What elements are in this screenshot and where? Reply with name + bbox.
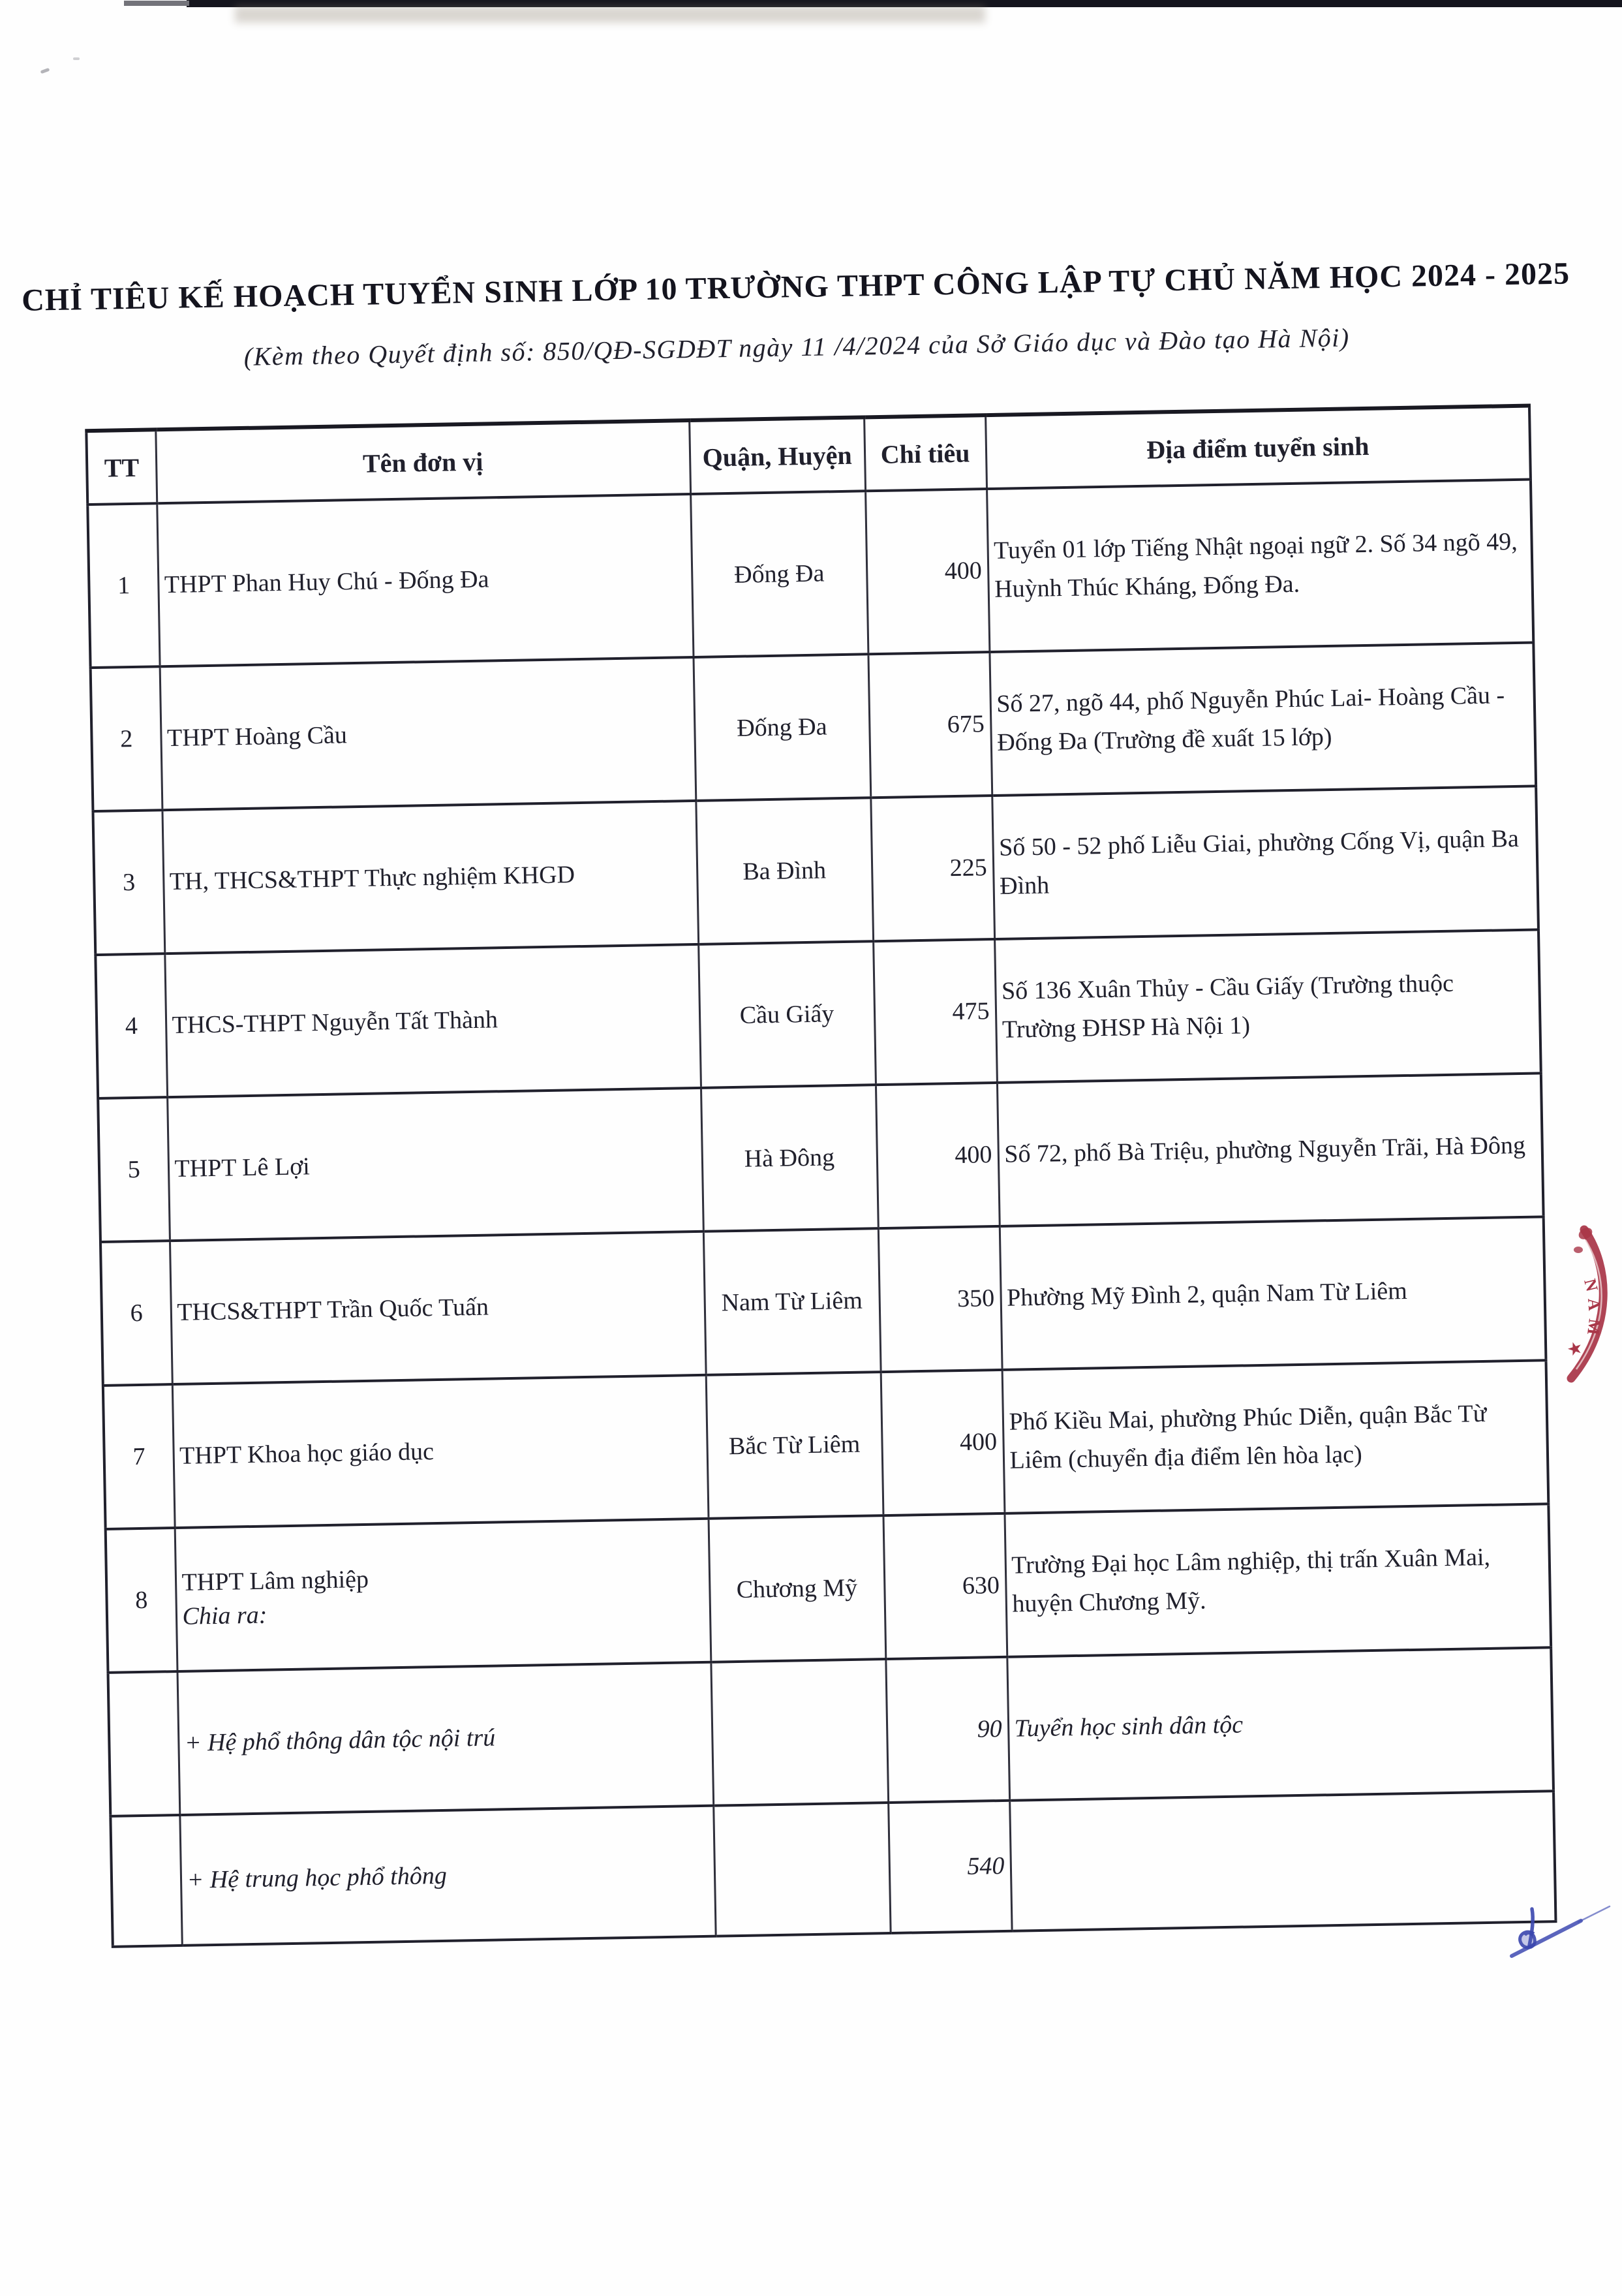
district-cell: Đống Đa [690,491,868,657]
row-index-cell: 3 [93,810,164,955]
table-row [98,1073,1544,1242]
scan-edge-artifact-left [124,1,189,6]
table-row [106,1504,1552,1673]
stamp-ink-blob [1574,1247,1583,1253]
quota-cell: 90 [885,1657,1009,1803]
col-header-quan-huyen: Quận, Huyện [689,417,865,494]
quota-cell: 675 [868,652,992,798]
col-header-tt: TT [86,429,157,504]
row-index-cell [108,1671,179,1816]
school-name: TH, THCS&THPT Thực nghiệm KHGD [169,861,575,896]
row-index-cell [110,1815,181,1947]
school-name: + Hệ trung học phổ thông [187,1861,448,1894]
school-name: THCS-THPT Nguyễn Tất Thành [172,1006,498,1040]
school-name: THPT Hoàng Cầu [166,721,348,752]
document-title: CHỈ TIÊU KẾ HOẠCH TUYỂN SINH LỚP 10 TRƯỜNG THPT CÔNG LẬP TỰ CHỦ NĂM HỌC 2024 - 2025 [21,256,1570,318]
district-cell: Chương Mỹ [709,1515,886,1662]
address-cell: Tuyển học sinh dân tộc [1007,1647,1553,1801]
district-cell: Hà Đông [701,1085,878,1232]
quota-cell: 225 [870,796,994,941]
enrollment-quota-table [85,404,1557,1948]
district-cell: Bắc Từ Liêm [706,1372,883,1519]
stamp-text-letter-m: M [1584,1318,1604,1337]
col-header-ten-don-vi: Tên đơn vị [155,420,690,503]
official-stamp [1552,1213,1622,1395]
district-cell: Nam Từ Liêm [703,1228,881,1375]
row-index-cell: 6 [100,1241,172,1386]
row-index-cell: 8 [106,1528,177,1673]
address-cell: Phố Kiều Mai, phường Phúc Diễn, quận Bắc Từ Liêm (chuyển địa điểm lên hòa lạc) [1002,1360,1549,1513]
school-name-cell [175,1519,711,1671]
table-row [93,786,1538,955]
district-cell: Đống Đa [693,654,870,801]
address-cell: Số 50 - 52 phố Liễu Giai, phường Cống Vị, quận Ba Đình [992,786,1538,939]
school-name-cell [164,944,701,1097]
quota-cell: 400 [881,1370,1005,1515]
quota-cell: 540 [888,1801,1011,1933]
document-subtitle: (Kèm theo Quyết định số: 850/QĐ-SGDĐT ngày 11 /4/2024 của Sở Giáo dục và Đào tạo Hà Nội) [243,322,1350,371]
school-name-cell [170,1232,706,1384]
table-row [108,1647,1553,1816]
school-name-cell [177,1662,713,1815]
school-name-cell [157,494,693,666]
row-index-cell: 2 [91,666,162,811]
school-subname: Chia ra: [182,1601,268,1630]
school-name: THCS&THPT Trần Quốc Tuấn [177,1293,489,1326]
quota-cell: 475 [873,939,997,1085]
district-cell [711,1659,888,1806]
col-header-dia-diem: Địa điểm tuyển sinh [985,406,1531,489]
pen-scribble [1471,1883,1615,1974]
quota-cell: 630 [883,1513,1007,1659]
quota-cell: 350 [878,1226,1002,1372]
address-cell: Số 72, phố Bà Triệu, phường Nguyễn Trãi, Hà Đông [997,1073,1544,1226]
row-index-cell: 4 [95,954,167,1098]
address-cell: Tuyển 01 lớp Tiếng Nhật ngoại ngữ 2. Số 34 ngõ 49, Huỳnh Thúc Kháng, Đống Đa. [987,480,1533,653]
school-name-cell [162,801,698,954]
school-name: THPT Lâm nghiệp [181,1565,369,1596]
address-cell: Phường Mỹ Đình 2, quận Nam Từ Liêm [1000,1217,1546,1370]
col-header-chi-tieu: Chỉ tiêu [864,415,987,491]
school-name: THPT Khoa học giáo dục [179,1438,435,1470]
pen-loop [1520,1932,1535,1947]
address-cell: Số 27, ngõ 44, phố Nguyễn Phúc Lai- Hoàng Cầu - Đống Đa (Trường đề xuất 15 lớp) [989,643,1536,796]
table-row [95,929,1541,1098]
school-name: THPT Phan Huy Chú - Đống Đa [164,565,489,599]
stamp-text-letter-n: N [1580,1277,1602,1294]
quota-cell: 400 [865,489,989,654]
school-name: + Hệ phổ thông dân tộc nội trú [184,1724,496,1757]
stamp-star-icon: ★ [1564,1337,1585,1361]
school-name-cell [167,1088,703,1241]
row-index-cell: 5 [98,1097,170,1242]
district-cell [713,1803,890,1936]
row-index-cell: 7 [103,1384,175,1529]
table-row [87,480,1533,668]
table-row [103,1360,1549,1529]
pen-stroke-thin [1578,1906,1610,1922]
quota-cell: 400 [876,1083,1000,1228]
school-name-cell [172,1375,709,1528]
school-name-cell [160,657,696,810]
table-row [91,643,1537,812]
table-row [110,1791,1555,1947]
table-row [100,1217,1546,1386]
address-cell: Số 136 Xuân Thủy - Cầu Giấy (Trường thuộc Trường ĐHSP Hà Nội 1) [994,929,1541,1083]
school-name: THPT Lê Lợi [174,1153,311,1183]
row-index-cell: 1 [87,503,159,668]
district-cell: Ba Đình [696,798,873,944]
district-cell: Cầu Giấy [698,941,876,1088]
stamp-text-letter-a: A [1584,1297,1604,1312]
address-cell: Trường Đại học Lâm nghiệp, thị trấn Xuân Mai, huyện Chương Mỹ. [1004,1504,1551,1657]
school-name-cell [179,1806,715,1946]
